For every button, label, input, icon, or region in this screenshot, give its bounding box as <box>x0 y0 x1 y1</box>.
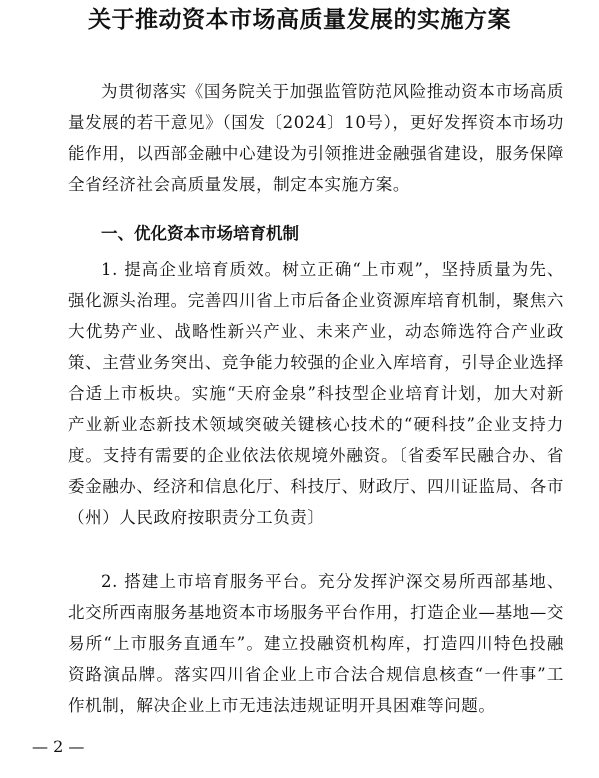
document-title: 关于推动资本市场高质量发展的实施方案 <box>88 6 511 33</box>
section-item-paragraph: 1. 提高企业培育质效。树立正确“上市观”，坚持质量为先、强化源头治理。完善四川省上市后备企业资源库培育机制，聚焦六大优势产业、战略性新兴产业、未来产业，动态筛选符合产业政策、主营业务突出、竞争能力较强的企业入库培育，引导企业选择合适上市板块。实施“天府金泉”科技型企业培育计划，加大对新产业新业态新技术领域突破关键核心技术的“硬科技”企业支持力度。支持有需要的企业依法依规境外融资。〔省委军民融合办、省委金融办、经济和信息化厅、科技厅、财政厅、四川证监局、各市（州）人民政府按职责分工负责〕 <box>68 260 564 527</box>
intro-paragraph: 为贯彻落实《国务院关于加强监管防范风险推动资本市场高质量发展的若干意见》（国发〔2024〕10号），更好发挥资本市场功能作用，以西部金融中心建设为引领推进金融强省建设，服务保障全省经济社会高质量发展，制定本实施方案。 <box>68 82 564 194</box>
section-heading: 一、优化资本市场培育机制 <box>101 224 299 243</box>
section-item-paragraph: 2. 搭建上市培育服务平台。充分发挥沪深交易所西部基地、北交所西南服务基地资本市场服务平台作用，打造企业—基地—交易所“上市服务直通车”。建立投融资机构库，打造四川特色投融资路演品牌。落实四川省企业上市合法合规信息核查“一件事”工作机制，解决企业上市无违法违规证明开具困难等问题。 <box>68 572 564 715</box>
page-number: — 2 — <box>32 737 85 756</box>
